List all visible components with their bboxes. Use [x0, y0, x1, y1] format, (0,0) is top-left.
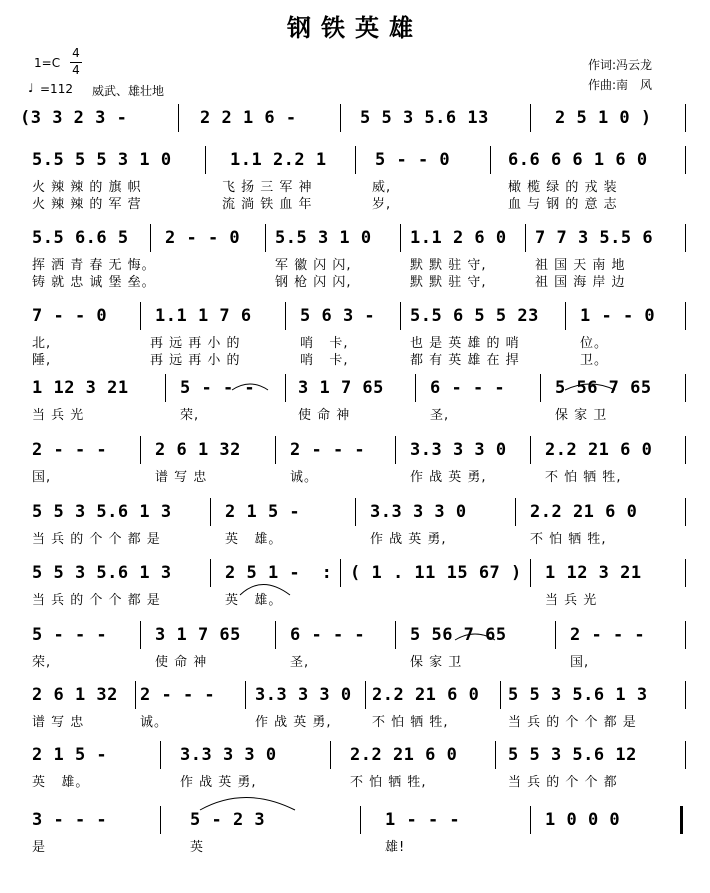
barline [140, 621, 141, 649]
barline [685, 374, 686, 402]
lyric-text: 流 淌 铁 血 年 [222, 197, 313, 212]
lyric-text: 诚。 [290, 470, 319, 485]
lyric-text: 火 辣 辣 的 军 营 [32, 197, 142, 212]
measure-notes: 1 - - 0 [580, 306, 656, 326]
lyric-text: 都 有 英 雄 在 捍 [410, 353, 520, 368]
lyric-text: 威, [372, 180, 392, 195]
barline [150, 224, 151, 252]
measure-notes: 5 5 3 5.6 1 3 [508, 685, 648, 705]
lyric-text: 祖 国 海 岸 边 [535, 275, 626, 290]
lyric-text: 雄! [385, 840, 406, 855]
lyric-text: 当 兵 的 个 个 都 是 [508, 715, 637, 730]
measure-notes: 5 5 3 5.6 13 [360, 108, 489, 128]
lyric-text: 当 兵 的 个 个 都 [508, 775, 618, 790]
measure-notes: 6 - - - [430, 378, 506, 398]
barline [330, 741, 331, 769]
lyric-text: 不 怕 牺 牲, [372, 715, 449, 730]
lyric-text: 当 兵 的 个 个 都 是 [32, 593, 161, 608]
measure-notes: 1 0 0 0 [545, 810, 621, 830]
lyric-text: 不 怕 牺 牲, [545, 470, 622, 485]
measure-notes: 5 - - - [180, 378, 256, 398]
measure-notes: 1 12 3 21 [545, 563, 642, 583]
barline [555, 621, 556, 649]
barline [400, 224, 401, 252]
lyric-text: 是 [32, 840, 47, 855]
barline [685, 224, 686, 252]
lyric-text: 卫。 [580, 353, 609, 368]
lyric-text: 不 怕 牺 牲, [530, 532, 607, 547]
barline [178, 104, 179, 132]
lyric-text: 荣, [180, 408, 200, 423]
barline [685, 104, 686, 132]
lyric-text: 飞 扬 三 军 神 [222, 180, 313, 195]
barline [275, 436, 276, 464]
barline [565, 302, 566, 330]
measure-notes: 2.2 21 6 0 [530, 502, 638, 522]
lyric-text: 当 兵 光 [32, 408, 85, 423]
measure-notes: 7 7 3 5.5 6 [535, 228, 654, 248]
lyric-text: 钢 枪 闪 闪, [275, 275, 352, 290]
measure-notes: 5 56 7 65 [555, 378, 652, 398]
measure-notes: 1.1 2 6 0 [410, 228, 507, 248]
measure-notes: 1 12 3 21 [32, 378, 129, 398]
barline [340, 559, 341, 587]
measure-notes: 3.3 3 3 0 [370, 502, 467, 522]
barline [340, 104, 341, 132]
lyric-text: 英 雄。 [32, 775, 90, 790]
lyric-text: 北, [32, 336, 52, 351]
measure-notes: 2 - - 0 [165, 228, 241, 248]
lyric-text: 默 默 驻 守, [410, 258, 487, 273]
barline [160, 741, 161, 769]
barline [400, 302, 401, 330]
lyric-text: 当 兵 光 [545, 593, 598, 608]
measure-notes: 2 6 1 32 [155, 440, 241, 460]
barline [415, 374, 416, 402]
measure-notes: 2 - - - [290, 440, 366, 460]
barline [685, 146, 686, 174]
lyric-text: 谱 写 忠 [32, 715, 85, 730]
lyric-text: 军 徽 闪 闪, [275, 258, 352, 273]
barline [265, 224, 266, 252]
measure-notes: 5 - - 0 [375, 150, 451, 170]
barline [530, 436, 531, 464]
barline [140, 436, 141, 464]
time-signature-top: 4 [72, 46, 80, 60]
barline [515, 498, 516, 526]
barline [275, 621, 276, 649]
barline [525, 224, 526, 252]
quarter-note-icon: ♩ [28, 81, 34, 95]
lyric-text: 再 远 再 小 的 [150, 336, 241, 351]
key-signature: 1=C [34, 56, 61, 70]
measure-notes: 3 1 7 65 [155, 625, 241, 645]
measure-notes: 3 - - - [32, 810, 108, 830]
measure-notes: 6 - - - [290, 625, 366, 645]
barline [355, 498, 356, 526]
barline [495, 741, 496, 769]
barline [685, 559, 686, 587]
measure-notes: 5.5 6 5 5 23 [410, 306, 539, 326]
lyric-text: 使 命 神 [155, 655, 208, 670]
barline [285, 374, 286, 402]
lyric-text: 作 战 英 勇, [255, 715, 332, 730]
lyric-text: 哨 卡, [300, 336, 349, 351]
barline [500, 681, 501, 709]
lyric-text: 不 怕 牺 牲, [350, 775, 427, 790]
measure-notes: (3 3 2 3 - [20, 108, 128, 128]
barline [685, 498, 686, 526]
barline [395, 621, 396, 649]
lyric-text: 默 默 驻 守, [410, 275, 487, 290]
barline [490, 146, 491, 174]
lyric-text: 国, [32, 470, 52, 485]
measure-notes: 5 5 3 5.6 1 3 [32, 563, 172, 583]
measure-notes: 7 - - 0 [32, 306, 108, 326]
lyric-text: 保 家 卫 [410, 655, 463, 670]
lyric-text: 保 家 卫 [555, 408, 608, 423]
barline [685, 741, 686, 769]
barline [685, 621, 686, 649]
measure-notes: 2.2 21 6 0 [545, 440, 653, 460]
measure-notes: 1.1 2.2 1 [230, 150, 327, 170]
barline [245, 681, 246, 709]
measure-notes: 3.3 3 3 0 [255, 685, 352, 705]
measure-notes: 5 5 3 5.6 12 [508, 745, 637, 765]
lyric-text: 陲, [32, 353, 52, 368]
barline [140, 302, 141, 330]
lyric-text: 哨 卡, [300, 353, 349, 368]
lyric-text: 荣, [32, 655, 52, 670]
measure-notes: 2 1 5 - [225, 502, 301, 522]
measure-notes: 5 - 2 3 [190, 810, 266, 830]
measure-notes: 2 - - - [570, 625, 646, 645]
expression-marking: 威武、雄壮地 [92, 84, 165, 98]
barline [205, 146, 206, 174]
barline [160, 806, 161, 834]
lyric-text: 火 辣 辣 的 旗 帜 [32, 180, 142, 195]
time-signature-bottom: 4 [72, 63, 80, 77]
lyric-text: 当 兵 的 个 个 都 是 [32, 532, 161, 547]
tempo-marking: =112 [40, 82, 73, 96]
barline [685, 681, 686, 709]
measure-notes: 5 - - - [32, 625, 108, 645]
barline [165, 374, 166, 402]
lyric-text: 诚。 [140, 715, 169, 730]
lyric-text: 圣, [290, 655, 310, 670]
lyric-text: 血 与 钢 的 意 志 [508, 197, 618, 212]
lyric-text: 再 远 再 小 的 [150, 353, 241, 368]
lyric-text: 位。 [580, 336, 609, 351]
lyric-text: 国, [570, 655, 590, 670]
lyric-text: 使 命 神 [298, 408, 351, 423]
lyric-text: 英 雄。 [225, 532, 283, 547]
final-barline [680, 806, 683, 834]
measure-notes: 5.5 3 1 0 [275, 228, 372, 248]
measure-notes: 1.1 1 7 6 [155, 306, 252, 326]
measure-notes: 5 6 3 - [300, 306, 376, 326]
barline [360, 806, 361, 834]
lyric-text: 岁, [372, 197, 392, 212]
lyric-text: 英 雄。 [225, 593, 283, 608]
measure-notes: 3.3 3 3 0 [410, 440, 507, 460]
lyric-text: 橄 榄 绿 的 戎 装 [508, 180, 618, 195]
barline [540, 374, 541, 402]
barline [530, 104, 531, 132]
measure-notes: 2 2 1 6 - [200, 108, 297, 128]
measure-notes: 2 - - - [32, 440, 108, 460]
barline [135, 681, 136, 709]
barline [395, 436, 396, 464]
slur [200, 798, 295, 811]
measure-notes: 2 - - - [140, 685, 216, 705]
measure-notes: 1 - - - [385, 810, 461, 830]
measure-notes: 5 5 3 5.6 1 3 [32, 502, 172, 522]
measure-notes: 6.6 6 6 1 6 0 [508, 150, 648, 170]
measure-notes: 5 56 7 65 [410, 625, 507, 645]
measure-notes: 3 1 7 65 [298, 378, 384, 398]
lyric-text: 作 战 英 勇, [370, 532, 447, 547]
measure-notes: 2.2 21 6 0 [372, 685, 480, 705]
lyric-text: 也 是 英 雄 的 哨 [410, 336, 520, 351]
lyric-text: 作 战 英 勇, [410, 470, 487, 485]
composer-credit: 作曲:南 风 [588, 78, 653, 92]
barline [285, 302, 286, 330]
lyric-text: 挥 洒 青 春 无 悔。 [32, 258, 156, 273]
measure-notes: 2 5 1 0 ) [555, 108, 652, 128]
barline [530, 806, 531, 834]
barline [530, 559, 531, 587]
lyric-text: 圣, [430, 408, 450, 423]
lyric-text: 铸 就 忠 诚 堡 垒。 [32, 275, 156, 290]
measure-notes: ( 1 . 11 15 67 ) [350, 563, 522, 583]
measure-notes: 3.3 3 3 0 [180, 745, 277, 765]
lyric-text: 祖 国 天 南 地 [535, 258, 626, 273]
measure-notes: 5.5 6.6 5 [32, 228, 129, 248]
measure-notes: 2.2 21 6 0 [350, 745, 458, 765]
barline [685, 436, 686, 464]
barline [210, 559, 211, 587]
barline [355, 146, 356, 174]
barline [365, 681, 366, 709]
lyric-text: 英 [190, 840, 205, 855]
measure-notes: 2 5 1 - : [225, 563, 333, 583]
measure-notes: 5.5 5 5 3 1 0 [32, 150, 172, 170]
lyric-text: 作 战 英 勇, [180, 775, 257, 790]
barline [685, 302, 686, 330]
lyricist-credit: 作词:冯云龙 [588, 58, 653, 72]
lyric-text: 谱 写 忠 [155, 470, 208, 485]
song-title: 钢铁英雄 [287, 13, 423, 42]
measure-notes: 2 1 5 - [32, 745, 108, 765]
barline [210, 498, 211, 526]
measure-notes: 2 6 1 32 [32, 685, 118, 705]
